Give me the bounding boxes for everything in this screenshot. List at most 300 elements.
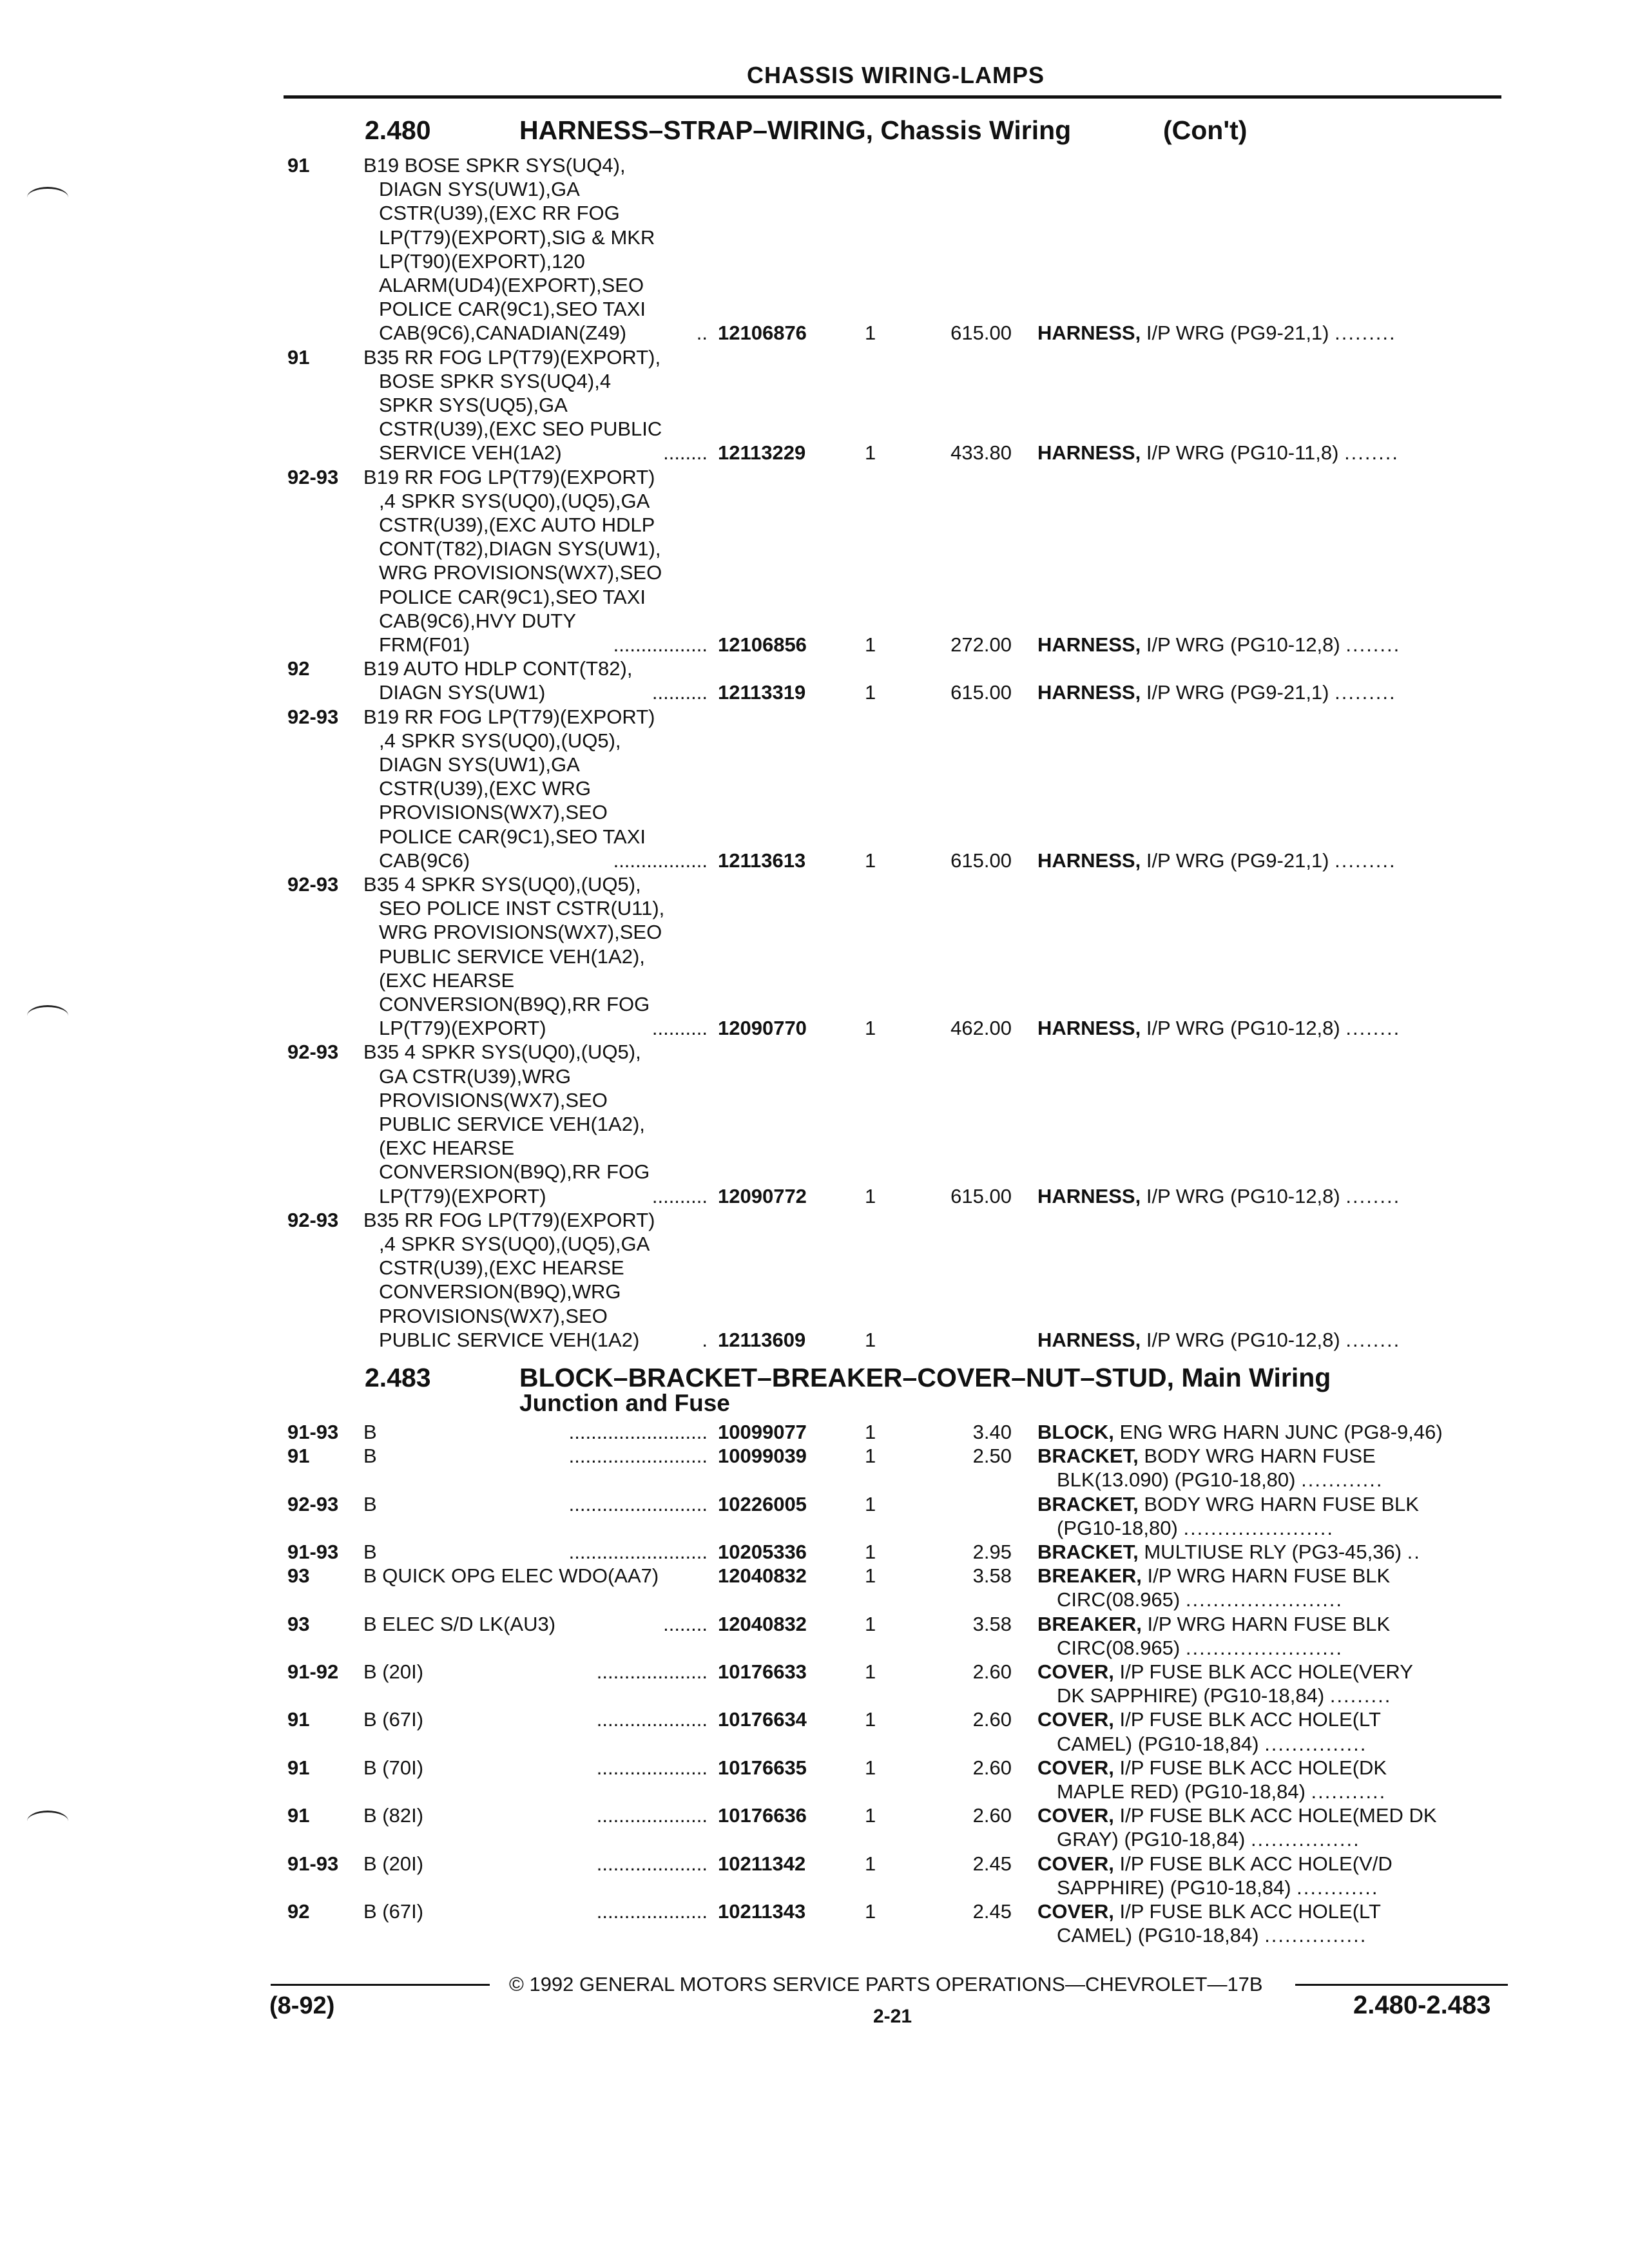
row-part-name <box>1037 680 1501 704</box>
row-part-number: 12040832 <box>718 1612 807 1635</box>
dot-leader: .................... <box>596 1708 708 1731</box>
section-number: 2.483 <box>365 1363 431 1392</box>
part-name-text: MULTIUSE RLY (PG3-45,36) <box>1144 1541 1402 1563</box>
row-year: 91 <box>287 1804 310 1827</box>
part-name-line <box>1037 1636 1501 1660</box>
footer-rule <box>1295 1984 1508 1986</box>
row-quantity: 1 <box>865 849 876 872</box>
description-line: CSTR(U39),(EXC SEO PUBLIC <box>379 418 662 441</box>
part-name-noun: COVER, <box>1037 1852 1114 1875</box>
footer-section-range: 2.480-2.483 <box>1353 1991 1491 2019</box>
description-line: ,4 SPKR SYS(UQ0),(UQ5), <box>379 729 621 752</box>
description-line: CONVERSION(B9Q),RR FOG <box>379 1160 650 1184</box>
punch-hole-mark <box>27 187 68 208</box>
row-description <box>363 1564 724 1588</box>
part-name-noun: COVER, <box>1037 1708 1114 1731</box>
part-name-line <box>1037 1707 1501 1731</box>
part-name-text: I/P WRG (PG10-11,8) <box>1146 441 1339 465</box>
part-name-text: BODY WRG HARN FUSE BLK <box>1144 1492 1419 1515</box>
section-title: HARNESS–STRAP–WIRING, Chassis Wiring <box>519 115 1072 145</box>
row-part-name <box>1037 1328 1501 1352</box>
punch-hole-mark <box>27 1811 68 1832</box>
row-part-name <box>1037 1660 1501 1707</box>
description-line: B35 4 SPKR SYS(UQ0),(UQ5), <box>363 1041 641 1064</box>
part-name-line <box>1037 1732 1501 1756</box>
row-year: 93 <box>287 1564 310 1588</box>
row-part-name <box>1037 1564 1501 1611</box>
row-part-name <box>1037 849 1501 872</box>
description-line: SERVICE VEH(1A2) <box>379 441 562 465</box>
description-line: B ELEC S/D LK(AU3) <box>363 1612 556 1635</box>
description-line: PUBLIC SERVICE VEH(1A2), <box>379 1113 645 1135</box>
row-part-number: 10099039 <box>718 1445 807 1468</box>
section-title: BLOCK–BRACKET–BREAKER–COVER–NUT–STUD, Main Wiring <box>519 1363 1331 1392</box>
row-part-number: 12113613 <box>718 849 806 872</box>
part-name-text: I/P WRG (PG9-21,1) <box>1146 849 1329 872</box>
description-line: B35 4 SPKR SYS(UQ0),(UQ5), <box>363 873 641 896</box>
row-part-name <box>1037 1756 1501 1803</box>
description-line: LP(T90)(EXPORT),120 <box>379 249 585 273</box>
row-quantity: 1 <box>865 1900 876 1923</box>
dot-leader: .......... <box>651 681 708 704</box>
row-price: 2.60 <box>972 1660 1012 1683</box>
part-name-line <box>1037 1827 1501 1851</box>
part-name-noun: BRACKET, <box>1037 1492 1139 1515</box>
row-part-name <box>1037 1420 1501 1444</box>
page-header-title: CHASSIS WIRING-LAMPS <box>746 62 1045 88</box>
part-name-text: CIRC(08.965) <box>1057 1588 1181 1611</box>
dot-leader: ........ <box>663 1612 708 1635</box>
row-year: 92 <box>287 1900 310 1923</box>
part-name-text: I/P FUSE BLK ACC HOLE(VERY <box>1119 1660 1413 1683</box>
description-line: PUBLIC SERVICE VEH(1A2), <box>379 945 645 968</box>
row-part-number: 12090772 <box>718 1184 807 1207</box>
row-price: 2.45 <box>972 1852 1012 1875</box>
row-part-name <box>1037 1492 1501 1540</box>
dot-leader: .................... <box>596 1852 708 1875</box>
row-part-name <box>1037 1899 1501 1947</box>
row-quantity: 1 <box>865 1804 876 1827</box>
row-quantity: 1 <box>865 1328 876 1351</box>
part-name-text: GRAY) (PG10-18,84) <box>1057 1828 1246 1851</box>
row-quantity: 1 <box>865 1852 876 1875</box>
description-line: DIAGN SYS(UW1),GA <box>379 178 580 201</box>
dot-leader: ......................... <box>568 1445 708 1468</box>
row-part-number: 12113229 <box>718 441 806 465</box>
description-line: ALARM(UD4)(EXPORT),SEO <box>379 274 644 297</box>
row-part-number: 12113319 <box>718 681 806 704</box>
part-name-text: I/P WRG HARN FUSE BLK <box>1147 1612 1391 1635</box>
description-line: CSTR(U39),(EXC WRG <box>379 777 591 800</box>
row-year: 91 <box>287 1756 310 1779</box>
dot-leader: .. <box>1407 1541 1421 1563</box>
row-part-number: 10176636 <box>718 1804 807 1827</box>
dot-leader: ................. <box>613 849 708 872</box>
part-name-text: I/P FUSE BLK ACC HOLE(MED DK <box>1119 1804 1437 1827</box>
row-part-number: 10176634 <box>718 1708 807 1731</box>
dot-leader: .......... <box>651 1017 708 1040</box>
description-line: B (20I) <box>363 1660 424 1683</box>
row-year: 91-92 <box>287 1660 339 1683</box>
row-part-name <box>1037 321 1501 345</box>
description-line: B <box>363 1492 377 1515</box>
row-part-name <box>1037 441 1501 465</box>
dot-leader: .................... <box>596 1756 708 1779</box>
row-description <box>363 153 724 345</box>
part-name-line <box>1037 1780 1501 1803</box>
part-name-line <box>1037 1540 1501 1564</box>
dot-leader: ........ <box>1345 1184 1401 1207</box>
row-quantity: 1 <box>865 1660 876 1683</box>
description-line: POLICE CAR(9C1),SEO TAXI <box>379 298 646 321</box>
section-continued-label: (Con't) <box>1163 115 1248 145</box>
description-line: SPKR SYS(UQ5),GA <box>379 394 568 416</box>
description-line: B (20I) <box>363 1852 424 1875</box>
description-line: B (70I) <box>363 1756 424 1779</box>
part-name-text: I/P FUSE BLK ACC HOLE(LT <box>1119 1708 1381 1731</box>
part-name-line <box>1037 1660 1501 1684</box>
dot-leader: ...................... <box>1183 1516 1334 1539</box>
row-quantity: 1 <box>865 1492 876 1515</box>
part-name-line <box>1037 1612 1501 1636</box>
part-name-line <box>1037 1468 1501 1492</box>
row-description <box>363 705 724 872</box>
description-line: PROVISIONS(WX7),SEO <box>379 1304 608 1327</box>
part-name-line <box>1037 849 1501 872</box>
row-part-number: 12106856 <box>718 633 807 656</box>
row-quantity: 1 <box>865 322 876 345</box>
dot-leader: ......... <box>1335 849 1396 872</box>
dot-leader: ............... <box>1264 1732 1367 1755</box>
row-quantity: 1 <box>865 681 876 704</box>
row-part-number: 12040832 <box>718 1564 807 1588</box>
description-line: CAB(9C6) <box>379 849 470 872</box>
part-name-text: CAMEL) (PG10-18,84) <box>1057 1732 1259 1755</box>
part-name-text: CAMEL) (PG10-18,84) <box>1057 1924 1259 1947</box>
part-name-line <box>1037 1803 1501 1827</box>
part-name-line <box>1037 1492 1501 1516</box>
row-quantity: 1 <box>865 633 876 656</box>
row-price: 615.00 <box>950 1184 1012 1207</box>
footer-copyright: © 1992 GENERAL MOTORS SERVICE PARTS OPERATIONS—CHEVROLET—17B <box>509 1973 1263 1995</box>
description-line: FRM(F01) <box>379 633 470 657</box>
row-quantity: 1 <box>865 1421 876 1443</box>
description-line: DIAGN SYS(UW1),GA <box>379 753 580 776</box>
part-name-line <box>1037 1420 1501 1444</box>
part-name-noun: BLOCK, <box>1037 1421 1114 1443</box>
row-description <box>363 872 724 1040</box>
description-line: DIAGN SYS(UW1) <box>379 681 546 704</box>
description-line: CSTR(U39),(EXC RR FOG <box>379 202 620 225</box>
dot-leader: ................. <box>613 633 708 656</box>
row-part-name <box>1037 1707 1501 1755</box>
part-name-text: BODY WRG HARN FUSE <box>1144 1445 1376 1468</box>
part-name-text: I/P WRG (PG10-12,8) <box>1146 633 1340 656</box>
part-name-text: I/P WRG (PG10-12,8) <box>1146 1184 1340 1207</box>
row-year: 92-93 <box>287 1041 339 1064</box>
description-line: B <box>363 1421 377 1443</box>
dot-leader: ........ <box>1345 1017 1401 1040</box>
row-part-name <box>1037 1803 1501 1851</box>
description-line: CONT(T82),DIAGN SYS(UW1), <box>379 537 661 561</box>
row-part-number: 12106876 <box>718 322 807 345</box>
part-name-noun: HARNESS, <box>1037 1328 1141 1351</box>
row-price: 462.00 <box>950 1017 1012 1040</box>
part-name-noun: BREAKER, <box>1037 1564 1142 1588</box>
dot-leader: ................ <box>1250 1828 1360 1851</box>
row-price: 3.40 <box>972 1421 1012 1443</box>
row-year: 91-93 <box>287 1852 339 1875</box>
description-line: WRG PROVISIONS(WX7),SEO <box>379 921 662 944</box>
part-name-text: ENG WRG HARN JUNC (PG8-9,46) <box>1119 1421 1443 1443</box>
part-name-line <box>1037 441 1501 465</box>
description-line: B19 RR FOG LP(T79)(EXPORT) <box>363 705 655 728</box>
description-line: PROVISIONS(WX7),SEO <box>379 801 608 824</box>
part-name-line <box>1037 1876 1501 1899</box>
part-name-noun: HARNESS, <box>1037 681 1141 704</box>
row-year: 92-93 <box>287 1208 339 1231</box>
part-name-line <box>1037 1684 1501 1707</box>
row-part-name <box>1037 1540 1501 1564</box>
description-line: B (67I) <box>363 1708 424 1731</box>
dot-leader: .................... <box>596 1660 708 1683</box>
row-year: 91 <box>287 1708 310 1731</box>
row-price: 3.58 <box>972 1612 1012 1635</box>
part-name-line <box>1037 1852 1501 1876</box>
description-line: B <box>363 1445 377 1468</box>
dot-leader: . <box>702 1328 708 1351</box>
row-quantity: 1 <box>865 1564 876 1588</box>
part-name-text: I/P FUSE BLK ACC HOLE(LT <box>1119 1900 1381 1923</box>
description-line: ,4 SPKR SYS(UQ0),(UQ5),GA <box>379 489 650 512</box>
part-name-noun: HARNESS, <box>1037 1184 1141 1207</box>
part-name-noun: COVER, <box>1037 1756 1114 1779</box>
description-line: B <box>363 1541 377 1563</box>
row-description <box>363 1208 724 1352</box>
description-line: CONVERSION(B9Q),WRG <box>379 1280 621 1303</box>
row-part-name <box>1037 1016 1501 1040</box>
description-line: LP(T79)(EXPORT) <box>379 1017 546 1040</box>
part-name-line <box>1037 1184 1501 1208</box>
section-title-line2: Junction and Fuse <box>519 1390 730 1416</box>
footer-rule <box>271 1984 490 1986</box>
row-part-name <box>1037 1184 1501 1208</box>
row-part-number: 10176633 <box>718 1660 807 1683</box>
row-year: 91-93 <box>287 1541 339 1563</box>
dot-leader: ....................... <box>1185 1588 1343 1611</box>
part-name-text: I/P WRG (PG10-12,8) <box>1146 1328 1340 1351</box>
description-line: B (82I) <box>363 1804 424 1827</box>
row-quantity: 1 <box>865 1445 876 1468</box>
dot-leader: ........ <box>1345 633 1401 656</box>
part-name-noun: COVER, <box>1037 1804 1114 1827</box>
row-price: 2.60 <box>972 1804 1012 1827</box>
dot-leader: ........ <box>663 441 708 465</box>
description-line: CAB(9C6),HVY DUTY <box>379 609 577 632</box>
row-price: 615.00 <box>950 681 1012 704</box>
description-line: B QUICK OPG ELEC WDO(AA7) <box>363 1564 659 1588</box>
description-line: CONVERSION(B9Q),RR FOG <box>379 993 650 1016</box>
dot-leader: ............... <box>1264 1924 1367 1947</box>
footer-page-number: 2-21 <box>873 2006 912 2027</box>
row-price: 433.80 <box>950 441 1012 465</box>
row-part-number: 10211342 <box>718 1852 806 1875</box>
part-name-line <box>1037 1899 1501 1923</box>
part-name-noun: HARNESS, <box>1037 441 1141 465</box>
row-price: 2.50 <box>972 1445 1012 1468</box>
row-year: 92-93 <box>287 873 339 896</box>
dot-leader: ............ <box>1301 1468 1383 1492</box>
row-part-number: 10176635 <box>718 1756 807 1779</box>
dot-leader: .................... <box>596 1900 708 1923</box>
part-name-line <box>1037 633 1501 657</box>
dot-leader: ......................... <box>568 1492 708 1515</box>
row-part-number: 12090770 <box>718 1017 807 1040</box>
row-part-name <box>1037 1612 1501 1660</box>
row-quantity: 1 <box>865 1708 876 1731</box>
row-price: 2.95 <box>972 1541 1012 1563</box>
part-name-text: I/P WRG HARN FUSE BLK <box>1147 1564 1391 1588</box>
row-year: 91 <box>287 345 310 369</box>
dot-leader: ......................... <box>568 1541 708 1563</box>
dot-leader: ......... <box>1335 322 1396 345</box>
description-line: PROVISIONS(WX7),SEO <box>379 1088 608 1111</box>
row-quantity: 1 <box>865 441 876 465</box>
row-quantity: 1 <box>865 1612 876 1635</box>
description-line: LP(T79)(EXPORT),SIG & MKR <box>379 226 655 249</box>
part-name-text: I/P FUSE BLK ACC HOLE(V/D <box>1119 1852 1393 1875</box>
part-name-noun: HARNESS, <box>1037 322 1141 345</box>
part-name-noun: HARNESS, <box>1037 1017 1141 1040</box>
row-quantity: 1 <box>865 1541 876 1563</box>
row-price: 615.00 <box>950 849 1012 872</box>
description-line: B19 RR FOG LP(T79)(EXPORT) <box>363 465 655 488</box>
description-line: BOSE SPKR SYS(UQ4),4 <box>379 369 612 392</box>
part-name-line <box>1037 1756 1501 1780</box>
row-year: 91 <box>287 1445 310 1468</box>
row-part-name <box>1037 1444 1501 1492</box>
part-name-line <box>1037 1328 1501 1352</box>
dot-leader: .................... <box>596 1804 708 1827</box>
part-name-line <box>1037 1444 1501 1468</box>
row-price: 2.45 <box>972 1900 1012 1923</box>
row-year: 92-93 <box>287 465 339 488</box>
dot-leader: .. <box>696 322 708 345</box>
row-part-name <box>1037 1852 1501 1899</box>
part-name-noun: HARNESS, <box>1037 633 1141 656</box>
part-name-text: I/P FUSE BLK ACC HOLE(DK <box>1119 1756 1387 1779</box>
row-year: 92-93 <box>287 1492 339 1515</box>
row-year: 91 <box>287 154 310 177</box>
row-description <box>363 1040 724 1207</box>
description-line: CAB(9C6),CANADIAN(Z49) <box>379 322 627 345</box>
description-line: LP(T79)(EXPORT) <box>379 1184 546 1207</box>
part-name-text: SAPPHIRE) (PG10-18,84) <box>1057 1876 1291 1899</box>
row-price: 2.60 <box>972 1756 1012 1779</box>
description-line: ,4 SPKR SYS(UQ0),(UQ5),GA <box>379 1233 650 1255</box>
description-line: B19 AUTO HDLP CONT(T82), <box>363 657 633 680</box>
footer-date-code: (8-92) <box>269 1992 335 2019</box>
dot-leader: ....................... <box>1185 1636 1343 1659</box>
part-name-line <box>1037 680 1501 704</box>
part-name-text: (PG10-18,80) <box>1057 1516 1178 1539</box>
description-line: PUBLIC SERVICE VEH(1A2) <box>379 1328 640 1351</box>
description-line: B35 RR FOG LP(T79)(EXPORT), <box>363 345 661 369</box>
row-part-number: 10211343 <box>718 1900 806 1923</box>
description-line: GA CSTR(U39),WRG <box>379 1064 571 1088</box>
row-price: 272.00 <box>950 633 1012 656</box>
dot-leader: ............ <box>1296 1876 1379 1899</box>
description-line: POLICE CAR(9C1),SEO TAXI <box>379 585 646 608</box>
description-line: POLICE CAR(9C1),SEO TAXI <box>379 825 646 848</box>
row-part-name <box>1037 633 1501 657</box>
row-part-number: 10099077 <box>718 1421 807 1443</box>
part-name-line <box>1037 1564 1501 1588</box>
part-name-noun: BRACKET, <box>1037 1541 1139 1563</box>
description-line: B35 RR FOG LP(T79)(EXPORT) <box>363 1208 655 1231</box>
row-quantity: 1 <box>865 1184 876 1207</box>
row-quantity: 1 <box>865 1017 876 1040</box>
description-line: CSTR(U39),(EXC AUTO HDLP <box>379 514 655 536</box>
row-description <box>363 465 724 657</box>
part-name-line <box>1037 1516 1501 1540</box>
row-part-number: 10226005 <box>718 1492 807 1515</box>
part-name-noun: HARNESS, <box>1037 849 1141 872</box>
row-part-number: 10205336 <box>718 1541 807 1563</box>
dot-leader: ......... <box>1329 1684 1392 1707</box>
description-line: (EXC HEARSE <box>379 1137 515 1160</box>
part-name-noun: COVER, <box>1037 1660 1114 1683</box>
part-name-text: I/P WRG (PG9-21,1) <box>1146 322 1329 345</box>
description-line: B19 BOSE SPKR SYS(UQ4), <box>363 154 626 177</box>
part-name-noun: BRACKET, <box>1037 1445 1139 1468</box>
description-line: B (67I) <box>363 1900 424 1923</box>
dot-leader: ........ <box>1344 441 1399 465</box>
part-name-text: DK SAPPHIRE) (PG10-18,84) <box>1057 1684 1325 1707</box>
description-line: WRG PROVISIONS(WX7),SEO <box>379 561 662 584</box>
row-year: 92 <box>287 657 310 680</box>
section-number: 2.480 <box>365 115 431 145</box>
dot-leader: ........... <box>1311 1780 1387 1803</box>
part-name-line <box>1037 1016 1501 1040</box>
row-price: 2.60 <box>972 1708 1012 1731</box>
part-name-noun: BREAKER, <box>1037 1612 1142 1635</box>
punch-hole-mark <box>27 1005 68 1026</box>
part-name-line <box>1037 321 1501 345</box>
dot-leader: .......... <box>651 1184 708 1207</box>
part-name-line <box>1037 1588 1501 1611</box>
part-name-text: I/P WRG (PG10-12,8) <box>1146 1017 1340 1040</box>
part-name-noun: COVER, <box>1037 1900 1114 1923</box>
description-line: CSTR(U39),(EXC HEARSE <box>379 1256 624 1280</box>
row-year: 92-93 <box>287 705 339 728</box>
description-line: SEO POLICE INST CSTR(U11), <box>379 897 665 920</box>
part-name-line <box>1037 1923 1501 1947</box>
part-name-text: BLK(13.090) (PG10-18,80) <box>1057 1468 1296 1492</box>
part-name-text: CIRC(08.965) <box>1057 1636 1181 1659</box>
row-price: 3.58 <box>972 1564 1012 1588</box>
row-year: 93 <box>287 1612 310 1635</box>
description-line: (EXC HEARSE <box>379 968 515 992</box>
dot-leader: ......... <box>1335 681 1396 704</box>
header-rule <box>284 95 1501 99</box>
row-quantity: 1 <box>865 1756 876 1779</box>
dot-leader: ......................... <box>568 1421 708 1443</box>
row-part-number: 12113609 <box>718 1328 806 1351</box>
part-name-text: I/P WRG (PG9-21,1) <box>1146 681 1329 704</box>
row-year: 91-93 <box>287 1421 339 1443</box>
part-name-text: MAPLE RED) (PG10-18,84) <box>1057 1780 1306 1803</box>
